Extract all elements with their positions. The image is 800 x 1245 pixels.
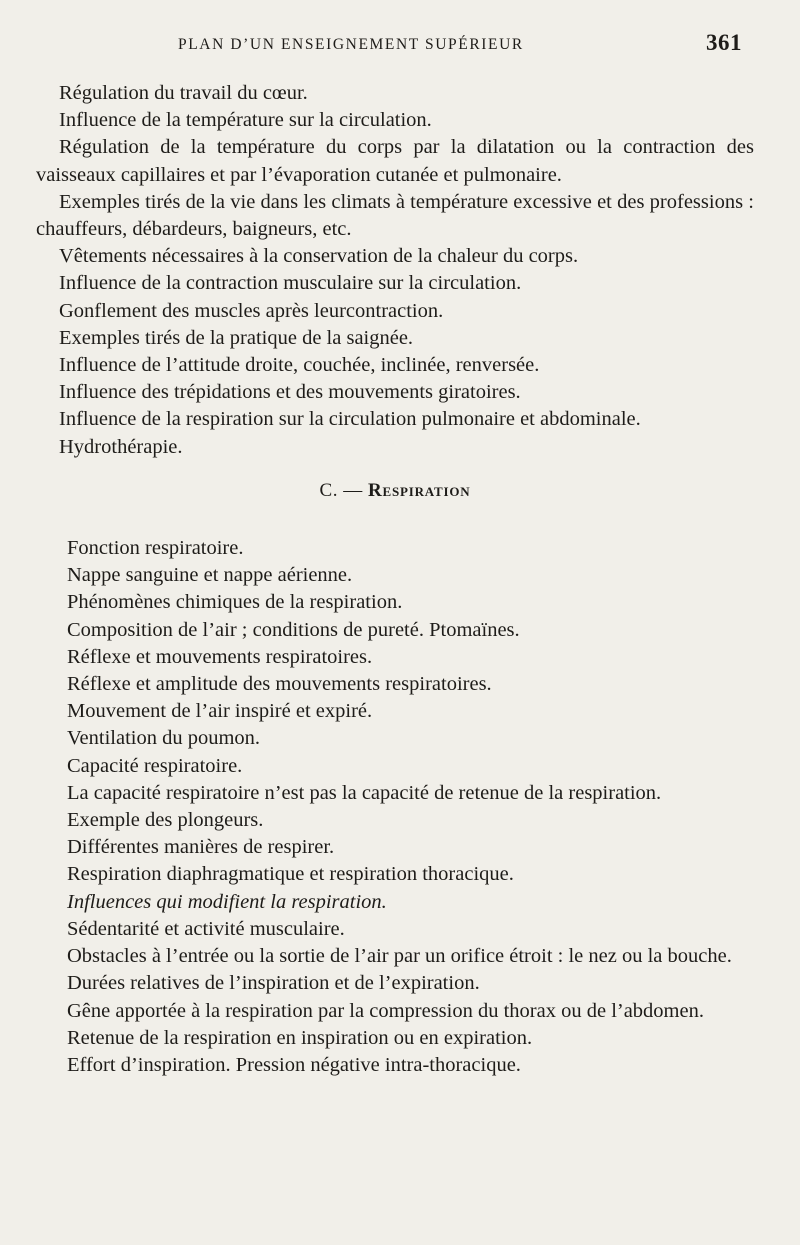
paragraph: Mouvement de l’air inspiré et expiré. [67, 700, 373, 723]
paragraph: Exemple des plongeurs. [67, 809, 264, 832]
paragraph: Capacité respiratoire. [67, 754, 243, 777]
paragraph: Vêtements nécessaires à la conservation de la chaleur du corps. [59, 245, 579, 268]
paragraph: Régulation du travail du cœur. [59, 82, 308, 104]
paragraph: Sédentarité et activité musculaire. [67, 917, 345, 940]
paragraph: Phénomènes chimiques de la respiration. [67, 591, 403, 614]
page-header [0, 30, 800, 60]
section-title: Respiration [367, 479, 471, 501]
body-text [36, 80, 754, 1079]
paragraph: Influence de la contraction musculaire sur la circulation. [59, 272, 522, 295]
paragraph: Nappe sanguine et nappe aérienne. [67, 564, 353, 587]
paragraph: Influence des trépidations et des mouvements giratoires. [59, 381, 521, 404]
paragraph: Réflexe et mouvements respiratoires. [67, 645, 373, 668]
paragraph: La capacité respiratoire n’est pas la capacité de retenue de la respiration. [67, 781, 662, 804]
paragraph: Gêne apportée à la respiration par la compression du thorax ou de l’abdomen. [67, 999, 704, 1022]
italic-subheading: Influences qui modifient la respiration. [67, 890, 387, 913]
paragraph: Influence de la température sur la circulation. [59, 109, 432, 132]
paragraph: Retenue de la respiration en inspiration ou en expiration. [67, 1026, 533, 1049]
paragraph: Exemples tirés de la pratique de la saignée. [59, 326, 414, 349]
section-prefix: C. — [319, 479, 368, 501]
paragraph: Réflexe et amplitude des mouvements respiratoires. [67, 673, 492, 696]
paragraph: Durées relatives de l’inspiration et de l’expiration. [67, 972, 480, 995]
paragraph: Obstacles à l’entrée ou la sortie de l’air par un orifice étroit : le nez ou la bouche. [67, 945, 732, 968]
section-heading [36, 477, 754, 504]
paragraph: Gonflement des muscles après leurcontraction. [59, 299, 444, 322]
paragraph: Différentes manières de respirer. [67, 836, 335, 859]
paragraph: Composition de l’air ; conditions de pureté. Ptomaïnes. [67, 618, 520, 641]
running-title: PLAN D’UN ENSEIGNEMENT SUPÉRIEUR [178, 36, 524, 53]
paragraph: Régulation de la température du corps par la dilatation ou la contraction des vaisseaux capillaires et par l’évaporation cutanée et pulmonaire. [36, 136, 754, 186]
paragraph: Fonction respiratoire. [67, 537, 244, 560]
paragraph: Effort d’inspiration. Pression négative intra-thoracique. [67, 1053, 521, 1076]
paragraph: Hydrothérapie. [59, 435, 183, 458]
paragraph: Influence de la respiration sur la circulation pulmonaire et abdominale. [59, 408, 641, 431]
paragraph: Respiration diaphragmatique et respiration thoracique. [67, 863, 514, 886]
paragraph: Ventilation du poumon. [67, 727, 261, 750]
paragraph: Exemples tirés de la vie dans les climats à température excessive et des professions : chauffeurs, débardeurs, baigneurs, etc. [36, 190, 754, 241]
page-number: 361 [706, 30, 742, 55]
section-content [36, 535, 754, 1079]
paragraph: Influence de l’attitude droite, couchée, inclinée, renversée. [59, 354, 540, 377]
